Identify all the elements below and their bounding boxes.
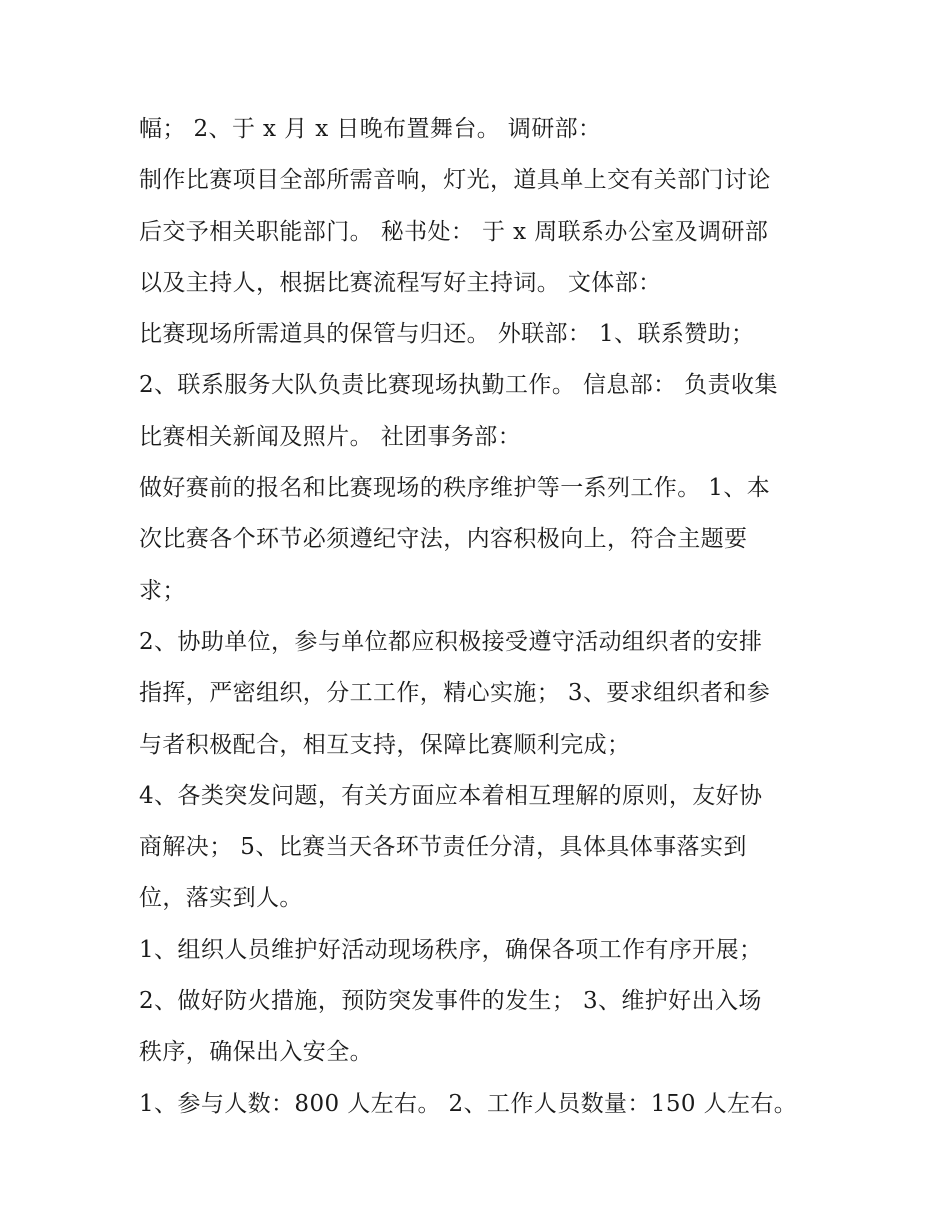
text-line: 1、组织人员维护好活动现场秩序，确保各项工作有序开展； (139, 936, 763, 963)
text-line: 与者积极配合，相互支持，保障比赛顺利完成； (139, 731, 631, 758)
text-line: 幅； 2、于 x 月 x 日晚布置舞台。 调研部： (139, 116, 602, 142)
text-line: 4、各类突发问题，有关方面应本着相互理解的原则，友好协 (139, 782, 763, 809)
text-line: 以及主持人，根据比赛流程写好主持词。 文体部： (139, 269, 662, 296)
document-body (139, 104, 829, 1130)
text-line: 做好赛前的报名和比赛现场的秩序维护等一系列工作。 1、本 (139, 475, 771, 502)
text-line: 比赛相关新闻及照片。 社团事务部： (139, 423, 522, 450)
text-line: 指挥，严密组织，分工工作，精心实施； 3、要求组织者和参 (139, 680, 771, 707)
text-line: 2、做好防火措施，预防突发事件的发生； 3、维护好出入场 (139, 988, 762, 1015)
text-line: 后交予相关职能部门。 秘书处： 于 x 周联系办公室及调研部 (139, 218, 769, 245)
text-line: 2、联系服务大队负责比赛现场执勤工作。 信息部： 负责收集 (139, 372, 778, 399)
text-line: 比赛现场所需道具的保管与归还。 外联部： 1、联系赞助； (139, 321, 755, 348)
text-line: 秩序，确保出入安全。 (139, 1039, 373, 1066)
text-line: 次比赛各个环节必须遵纪守法，内容积极向上，符合主题要 (139, 526, 748, 553)
text-line: 位，落实到人。 (139, 885, 303, 912)
text-line: 商解决； 5、比赛当天各环节责任分清，具体具体事落实到 (139, 834, 747, 861)
text-line: 2、协助单位，参与单位都应积极接受遵守活动组织者的安排 (139, 628, 763, 655)
text-line: 求； (139, 577, 186, 604)
text-line: 1、参与人数：800 人左右。 2、工作人员数量：150 人左右。 (139, 1090, 798, 1117)
text-line: 制作比赛项目全部所需音响，灯光，道具单上交有关部门讨论 (139, 167, 771, 194)
